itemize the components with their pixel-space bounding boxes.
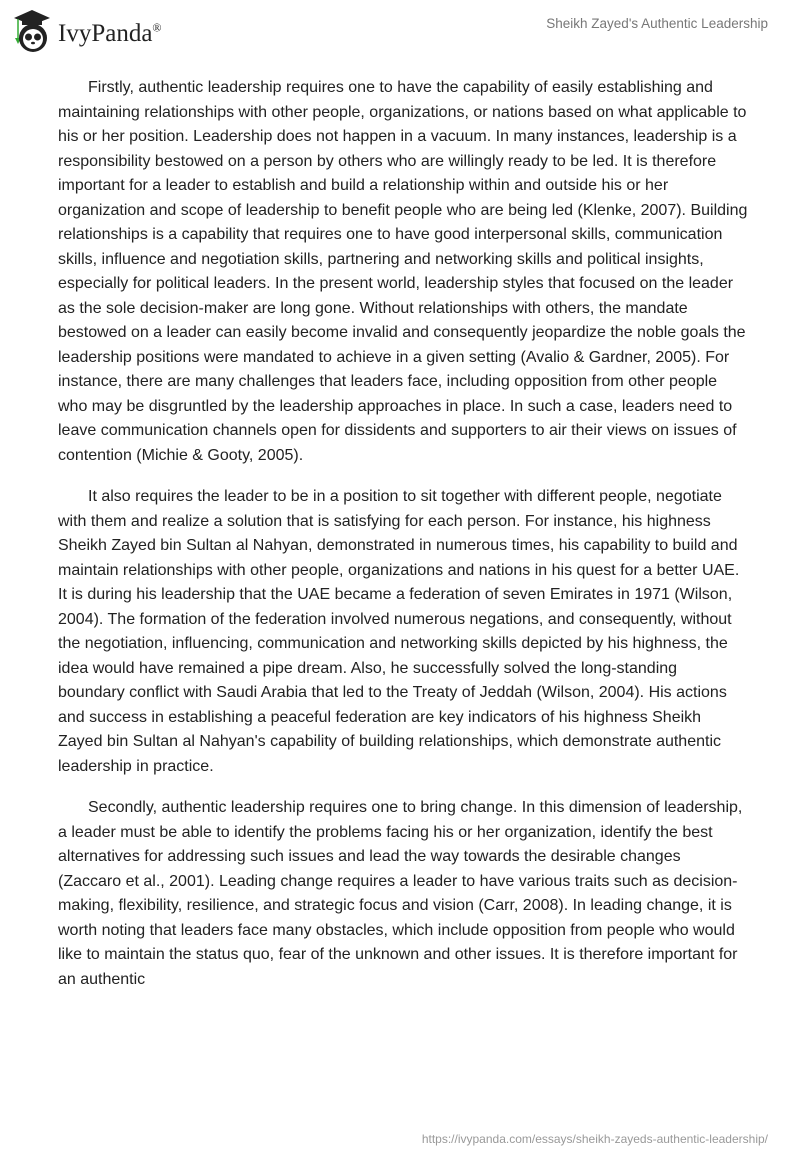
- brand-name: [58, 20, 162, 48]
- source-url-link[interactable]: https://ivypanda.com/essays/sheikh-zayeds-authentic-leadership/: [421, 1132, 768, 1146]
- paragraph: Firstly, authentic leadership requires one to have the capability of easily establishing and maintaining relationships with other people, organizations, or nations based on what applicable to his or her position. Leadership does not happen in a vacuum. In many instances, leadership is a responsibility bestowed on a person by others who are willingly ready to be led. It is therefore important for a leader to establish and build a relationship within and outside his or her organization and scope of leadership to benefit people who are being led (Klenke, 2007). Building relationships is a capability that requires one to have good interpersonal skills, communication skills, influence and negotiation skills, partnering and networking skills and political insights, especially for political leaders. In the present world, leadership styles that focused on the leader as the sole decision-maker are long gone. Without relationships with others, the mandate bestowed on a leader can easily become invalid and consequently jeopardize the noble goals the leadership positions were mandated to achieve in a given setting (Avalio & Gardner, 2005). For instance, there are many challenges that leaders face, including opposition from other people who may be disgruntled by the leadership approaches in place. In such a case, leaders need to leave communication channels open for dissidents and supporters to air their views on issues of contention (Michie & Gooty, 2005).: [58, 79, 748, 464]
- essay-body: [58, 76, 748, 1009]
- paragraph: Secondly, authentic leadership requires one to bring change. In this dimension of leadership, a leader must be able to identify the problems facing his or her organization, identify the best alternatives for addressing such issues and lead the way towards the desirable changes (Zaccaro et al., 2001). Leading change requires a leader to have various traits such as decision-making, flexibility, resilience, and strategic focus and vision (Carr, 2008). In leading change, it is worth noting that leaders face many obstacles, which include opposition from people who would like to maintain the status quo, fear of the unknown and other issues. It is therefore important for an authentic: [58, 799, 743, 988]
- document-title: Sheikh Zayed's Authentic Leadership: [546, 16, 768, 31]
- panda-graduate-icon: [12, 8, 52, 54]
- registered-mark: ®: [152, 20, 162, 35]
- brand-text: IvyPanda: [58, 20, 153, 47]
- paragraph: It also requires the leader to be in a position to sit together with different people, negotiate with them and realize a solution that is satisfying for each person. For instance, his highness Sheikh Zayed bin Sultan al Nahyan, demonstrated in numerous times, his capability to build and maintain relationships with other people, organizations and nations in his quest for a better UAE. It is during his leadership that the UAE became a federation of seven Emirates in 1971 (Wilson, 2004). The formation of the federation involved numerous negations, and consequently, without the negotiation, influencing, communication and networking skills depicted by his highness, the idea would have remained a pipe dream. Also, he successfully solved the long-standing boundary conflict with Saudi Arabia that led to the Treaty of Jeddah (Wilson, 2004). His actions and success in establishing a peaceful federation are key indicators of his highness Sheikh Zayed bin Sultan al Nahyan's capability of building relationships, which demonstrate authentic leadership in practice.: [58, 488, 740, 775]
- ivypanda-logo[interactable]: [12, 8, 162, 54]
